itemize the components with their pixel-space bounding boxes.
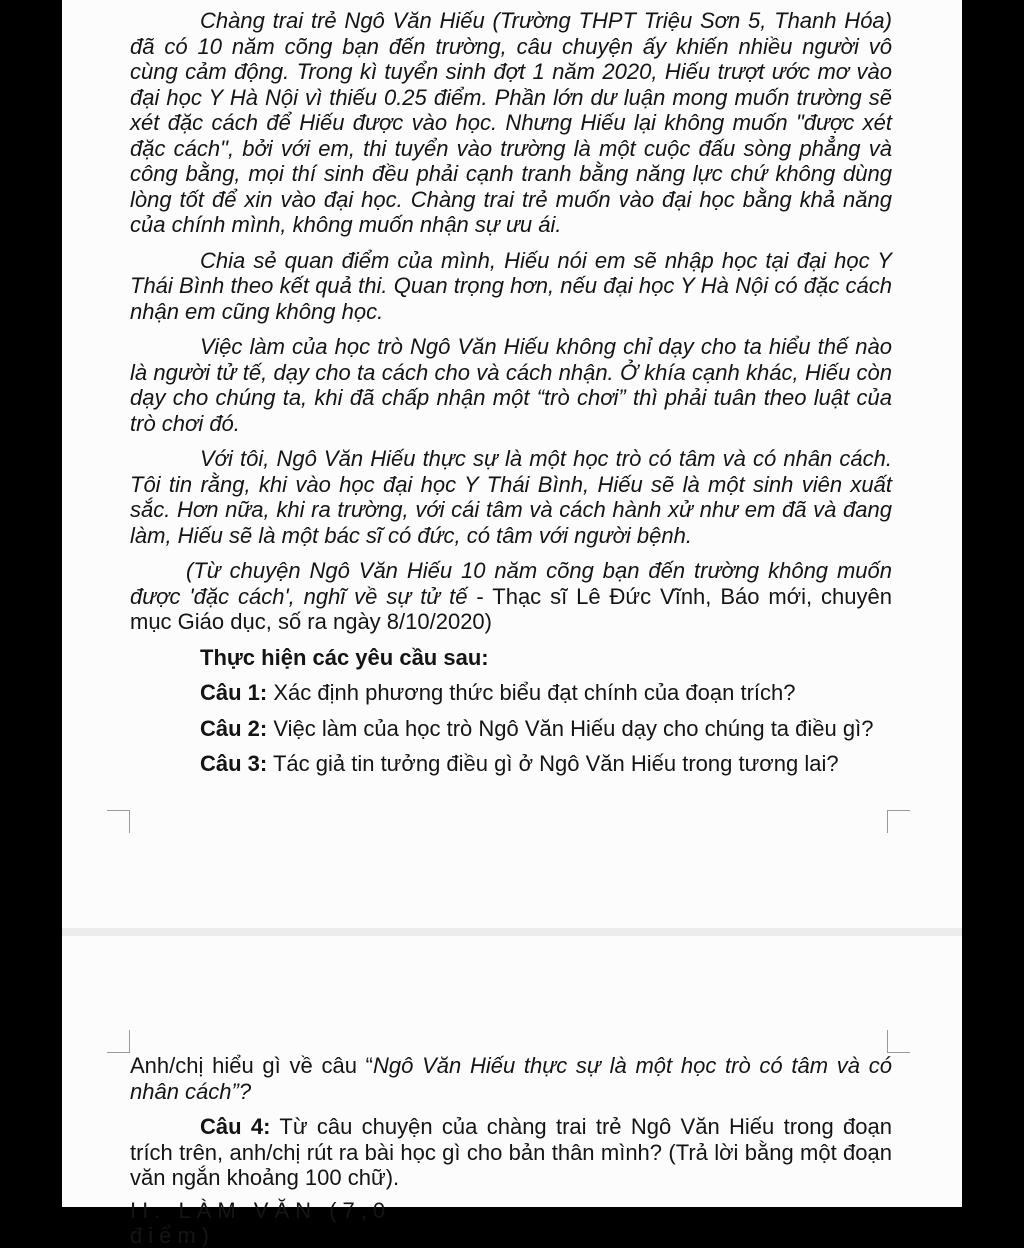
q3-cont-before: Anh/chị hiểu gì về câu “	[130, 1053, 373, 1078]
document-viewer	[62, 0, 962, 1248]
page-corner-mark	[887, 1030, 910, 1053]
question-3	[130, 751, 892, 777]
question-1	[130, 680, 892, 706]
source-author: - Thạc sĩ Lê Đức Vĩnh, Báo mới, chuyên mục Giáo dục, số ra ngày 8/10/2020)	[130, 583, 892, 634]
source-citation	[130, 558, 892, 635]
q3-cont-quote: Ngô Văn Hiếu thực sự là một học trò có tâm và có nhân cách	[130, 1053, 892, 1104]
paragraph-3: Việc làm của học trò Ngô Văn Hiếu không chỉ dạy cho ta hiểu thế nào là người tử tế, dạy cho ta cách cho và cách nhận. Ở khía cạnh khác, Hiếu còn dạy cho chúng ta, khi đã chấp nhận một “trò chơi” thì phải tuân theo luật của trò chơi đó.	[130, 334, 892, 436]
question-2	[130, 716, 892, 742]
question-1-text: Xác định phương thức biểu đạt chính của đoạn trích?	[267, 680, 796, 705]
question-1-label: Câu 1:	[200, 680, 268, 705]
question-2-label: Câu 2:	[200, 715, 268, 741]
cut-off-heading: II. LÀM VĂN (7,0 điểm)	[130, 1198, 392, 1248]
paragraph-4: Với tôi, Ngô Văn Hiếu thực sự là một học trò có tâm và có nhân cách. Tôi tin rằng, khi vào học đại học Y Thái Bình, Hiếu sẽ là một sinh viên xuất sắc. Hơn nữa, khi ra trường, với cái tâm và cách hành xử như em đã và đang làm, Hiếu sẽ là một bác sĩ có đức, có tâm với người bệnh.	[130, 446, 892, 548]
question-3-text: Tác giả tin tưởng điều gì ở Ngô Văn Hiếu trong tương lai?	[267, 751, 839, 776]
q3-cont-after: ”?	[231, 1078, 252, 1104]
question-2-text: Việc làm của học trò Ngô Văn Hiếu dạy cho chúng ta điều gì?	[267, 715, 874, 741]
page-corner-mark	[107, 1030, 130, 1053]
source-title: (Từ chuyện Ngô Văn Hiếu 10 năm cõng bạn đến trường không muốn được 'đặc cách', nghĩ về sự tử tế	[130, 558, 892, 609]
paragraph-1: Chàng trai trẻ Ngô Văn Hiếu (Trường THPT Triệu Sơn 5, Thanh Hóa) đã có 10 năm cõng bạn đến trường, câu chuyện ấy khiến nhiều người vô cùng cảm động. Trong kì tuyển sinh đợt 1 năm 2020, Hiếu trượt ước mơ vào đại học Y Hà Nội vì thiếu 0.25 điểm. Phần lớn dư luận mong muốn trường sẽ xét đặc cách để Hiếu được vào học. Nhưng Hiếu lại không muốn "được xét đặc cách", bởi với em, thi tuyển vào trường là một cuộc đấu sòng phẳng và công bằng, mọi thí sinh đều phải cạnh tranh bằng năng lực chứ không dùng lòng tốt để xin vào đại học. Chàng trai trẻ muốn vào đại học bằng khả năng của chính mình, không muốn nhận sự ưu ái.	[130, 8, 892, 237]
instruction-heading: Thực hiện các yêu cầu sau:	[200, 644, 489, 670]
page-1-content	[130, 8, 892, 777]
paragraph-2: Chia sẻ quan điểm của mình, Hiếu nói em sẽ nhập học tại đại học Y Thái Bình theo kết quả thi. Quan trọng hơn, nếu đại học Y Hà Nội có đặc cách nhận em cũng không học.	[130, 247, 892, 324]
question-3-label: Câu 3:	[200, 751, 268, 776]
page-2-content	[130, 1053, 892, 1191]
page-break	[62, 928, 962, 936]
page-corner-mark	[887, 810, 910, 833]
question-4-text: Từ câu chuyện của chàng trai trẻ Ngô Văn Hiếu trong đoạn trích trên, anh/chị rút ra bài học gì cho bản thân mình? (Trả lời bằng một đoạn văn ngắn khoảng 100 chữ).	[130, 1114, 892, 1190]
question-4	[130, 1114, 892, 1191]
question-4-label: Câu 4:	[200, 1114, 271, 1139]
page-corner-mark	[107, 810, 130, 833]
question-3-continuation	[130, 1053, 892, 1104]
